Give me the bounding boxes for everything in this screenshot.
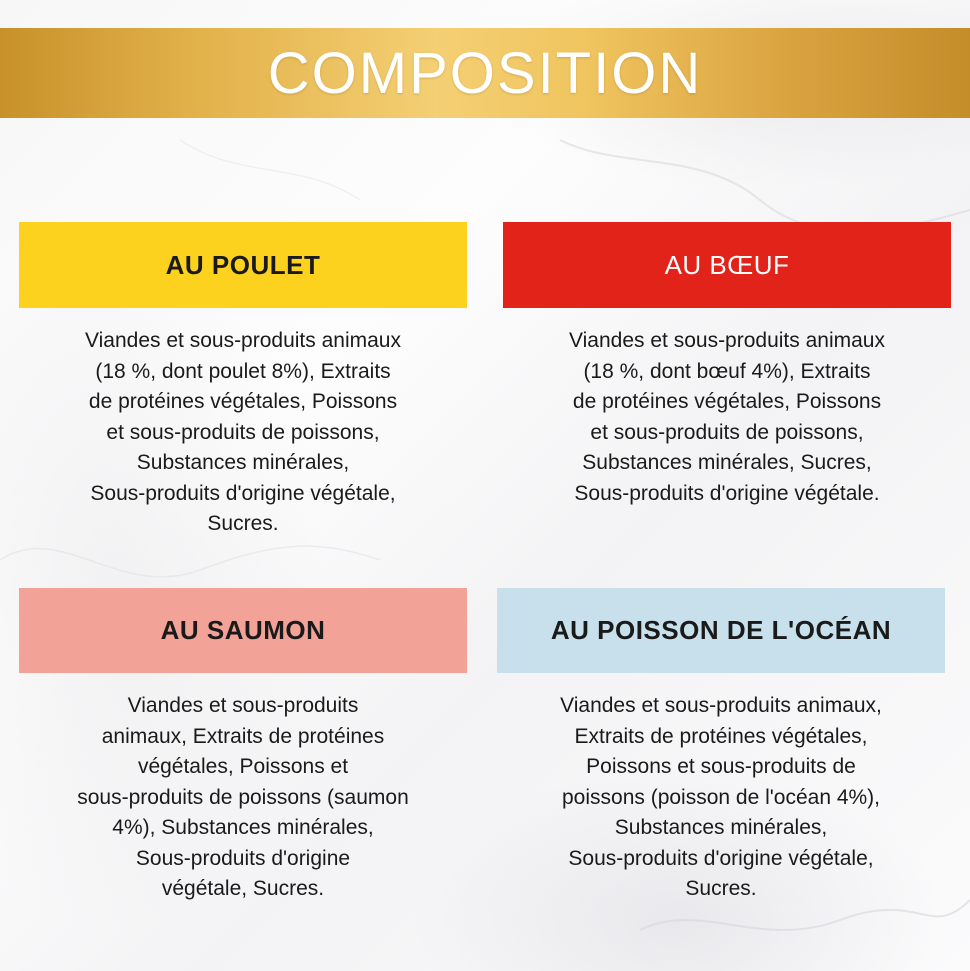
ingredient-line: Substances minérales, [614, 816, 828, 839]
ingredient-line: de protéines végétales, Poissons [88, 390, 398, 413]
ingredient-line: Sous-produits d'origine végétale, [90, 481, 396, 505]
ingredient-line: Sous-produits d'origine [135, 846, 351, 870]
ingredient-line: Extraits de protéines végétales, [574, 724, 868, 748]
ingredient-line: Sous-produits d'origine végétale, [568, 846, 874, 870]
card-au-boeuf [503, 222, 951, 509]
ingredient-line: végétales, Poissons et [137, 755, 349, 778]
card-header-au-poulet [19, 222, 467, 308]
card-heading: AU BŒUF [664, 249, 790, 280]
ingredient-line: Sucres. [207, 512, 279, 535]
card-header-au-saumon [19, 588, 467, 673]
ingredient-line: Viandes et sous-produits [127, 694, 359, 717]
card-heading: AU POISSON DE L'OCÉAN [550, 615, 892, 645]
card-ingredients [503, 326, 951, 509]
ingredient-line: (18 %, dont bœuf 4%), Extraits [583, 359, 871, 383]
card-heading: AU POULET [165, 249, 321, 280]
composition-banner [0, 28, 970, 118]
ingredient-line: Substances minérales, Sucres, [582, 451, 872, 474]
ingredient-line: Sucres. [685, 877, 757, 900]
card-au-poisson-de-locean [497, 588, 945, 905]
card-ingredients [19, 326, 467, 540]
page-title: COMPOSITION [267, 40, 703, 106]
ingredient-line: Viandes et sous-produits animaux [85, 329, 401, 352]
card-ingredients [19, 691, 467, 905]
ingredient-line: animaux, Extraits de protéines [101, 724, 385, 748]
ingredient-line: Viandes et sous-produits animaux, [560, 694, 882, 717]
ingredient-line: Poissons et sous-produits de [586, 755, 856, 778]
card-au-saumon [19, 588, 467, 905]
ingredient-line: Viandes et sous-produits animaux [569, 329, 885, 352]
ingredient-line: poissons (poisson de l'océan 4%), [561, 785, 881, 809]
ingredient-line: végétale, Sucres. [161, 877, 325, 900]
ingredient-line: Sous-produits d'origine végétale. [574, 481, 880, 505]
card-header-au-poisson-de-locean [497, 588, 945, 673]
card-heading: AU SAUMON [160, 615, 326, 645]
ingredient-line: sous-produits de poissons (saumon [77, 785, 409, 809]
ingredient-line: et sous-produits de poissons, [106, 420, 380, 444]
ingredient-line: 4%), Substances minérales, [112, 816, 374, 839]
card-ingredients [497, 691, 945, 905]
ingredient-line: et sous-produits de poissons, [590, 420, 864, 444]
ingredient-line: Substances minérales, [136, 451, 350, 474]
ingredient-line: de protéines végétales, Poissons [572, 390, 882, 413]
card-header-au-boeuf [503, 222, 951, 308]
card-au-poulet [19, 222, 467, 540]
ingredient-line: (18 %, dont poulet 8%), Extraits [95, 359, 391, 383]
